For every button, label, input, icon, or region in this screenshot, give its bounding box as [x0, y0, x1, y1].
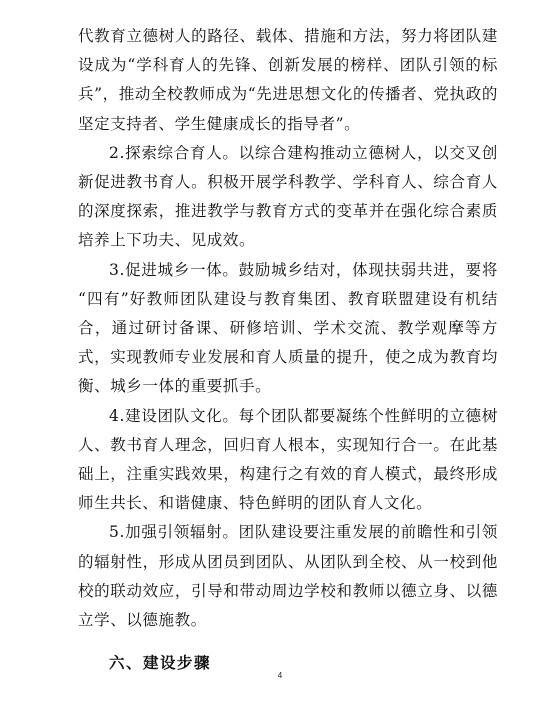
page-number: 4: [277, 671, 283, 680]
paragraph-comprehensive-education: 2.探索综合育人。以综合建构推动立德树人，以交叉创新促进教书育人。积极开展学科教学、学科育人、综合育人的深度探索，推进教学与教育方式的变革并在强化综合素质培养上下功夫、见成效。: [78, 143, 498, 250]
paragraph-leading-radiation: 5.加强引领辐射。团队建设要注重发展的前瞻性和引领的辐射性，形成从团员到团队、从团队到全校、从一校到他校的联动效应，引导和带动周边学校和教师以德立身、以德立学、以德施教。: [78, 523, 498, 630]
paragraph-continued-text: 代教育立德树人的路径、载体、措施和方法，努力将团队建设成为“学科育人的先锋、创新发展的榜样、团队引领的标兵”，推动全校教师成为“先进思想文化的传播者、党执政的坚定支持者、学生健康成长的指导者”。: [78, 27, 498, 133]
paragraph-team-culture: 4.建设团队文化。每个团队都要凝练个性鲜明的立德树人、教书育人理念，回归育人根本，实现知行合一。在此基础上，注重实践效果，构建行之有效的育人模式，最终形成师生共长、和谐健康、特色鲜明的团队育人文化。: [78, 406, 498, 513]
section-heading: 六、建设步骤: [109, 654, 212, 673]
page-body: [78, 22, 498, 678]
paragraph-urban-rural-integration: 3.促进城乡一体。鼓励城乡结对，体现扶弱共进，要将 “四有”好教师团队建设与教育集团、教育联盟建设有机结合，通过研讨备课、研修培训、学术交流、教学观摩等方式，实现教师专业发展和育人质量的提升，使之成为教育均衡、城乡一体的重要抓手。: [78, 260, 498, 396]
